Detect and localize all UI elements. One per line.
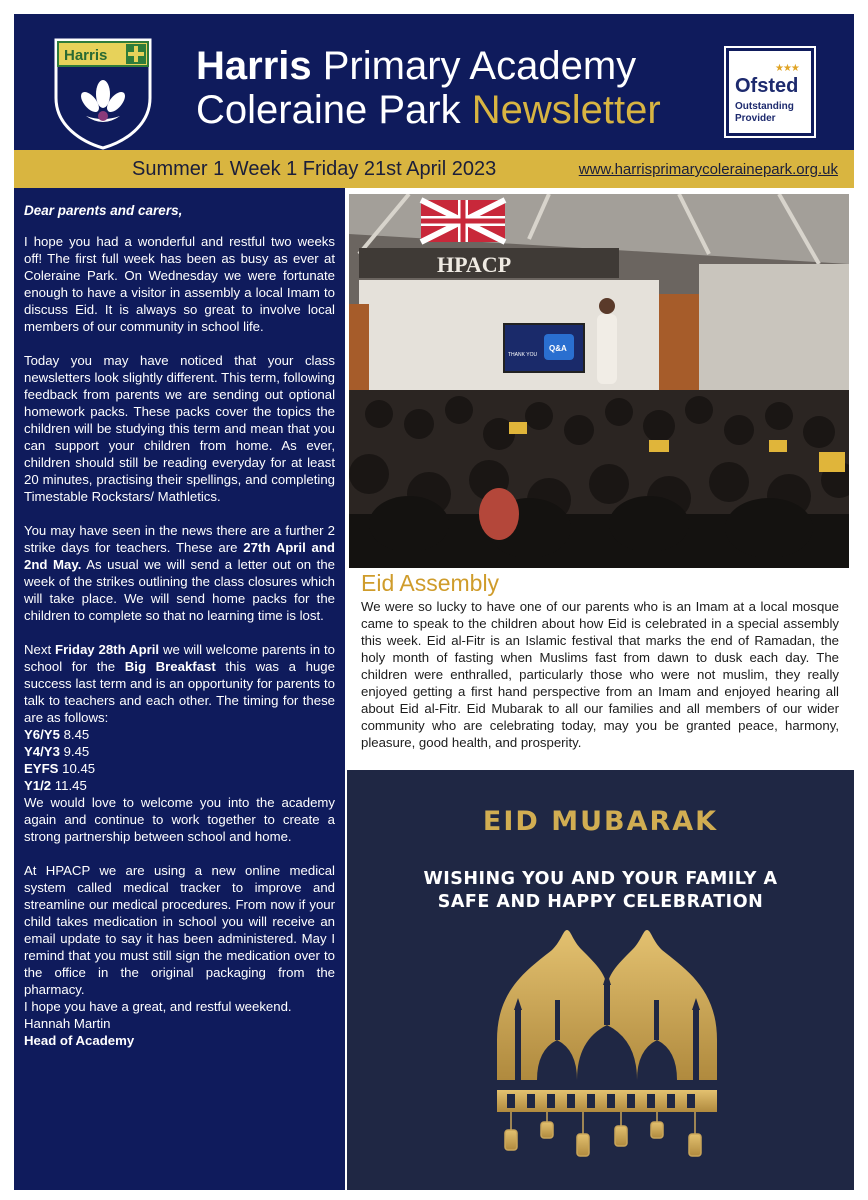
timing-row: Y4/Y3 9.45 [24, 744, 90, 759]
eid-mubarak-wishes: WISHING YOU AND YOUR FAMILY A SAFE AND HAPPY CELEBRATION [423, 869, 778, 912]
letter-paragraph-homework: Today you may have noticed that your class newsletters look slightly different. This term, following feedback from parents we are sending out optional homework packs. These packs cover the topics the children will be studying this term and mean that you can support your children from home. As ever, children should still be reading everyday for at least 20 minutes, practising their spellings, and completing Timestable Rockstars/ Mathletics. [24, 353, 335, 504]
eid-assembly-title: Eid Assembly [361, 570, 500, 596]
eid-mubarak-card [347, 770, 854, 1190]
assembly-photo [349, 194, 849, 568]
head-letter-column [14, 188, 345, 1190]
letter-closing: I hope you have a great, and restful weekend. [24, 999, 292, 1014]
newsletter-header [14, 14, 854, 150]
newsletter-page [14, 14, 854, 1190]
assembly-photo-image [349, 194, 849, 568]
title-school-name: Harris [196, 44, 312, 88]
eid-assembly-article [349, 568, 849, 770]
letter-paragraph-breakfast: Next Friday 28th April we will welcome parents in to school for the Big Breakfast this was a huge success last term and is an opportunity for parents to talk to teachers and each other. The timing for these are as follows: [24, 642, 335, 725]
eid-assembly-body: We were so lucky to have one of our parents who is an Imam at a local mosque came to speak to the children about how Eid is celebrated in a special assembly this week. Eid al-Fitr is an Islamic festival that marks the end of Ramadan, the holy month of fasting when Muslims fast from dawn to dusk each day. The children were enthralled, particularly those who were not muslim, they really enjoyed getting a first hand perspective from an Imam and enjoyed hearing all about Eid al-Fitr. Eid Mubarak to all our families and all members of our wider community who are celebrating today, may you be granted peace, harmony, pleasure, good health, and prosperity. [361, 599, 839, 750]
ofsted-rating: Outstanding Provider [735, 101, 794, 124]
ofsted-name: Ofsted [735, 75, 799, 97]
issue-date: Summer 1 Week 1 Friday 21st April 2023 [132, 158, 497, 180]
signature-role: Head of Academy [24, 1033, 135, 1048]
ofsted-badge [726, 48, 814, 136]
eid-mubarak-title: EID MUBARAK [482, 806, 719, 837]
issue-band [14, 150, 854, 188]
svg-text:Harris: Harris [64, 47, 108, 64]
letter-paragraph-partnership: We would love to welcome you into the academy again and continue to work together to create a strong partnership between school and home. [24, 795, 335, 844]
newsletter-title [196, 44, 716, 132]
title-newsletter-word: Newsletter [471, 88, 661, 132]
big-breakfast: Big Breakfast [124, 659, 216, 674]
strike-dates: 27th April and 2nd May. [24, 540, 335, 572]
screen-qa: Q&A [549, 344, 567, 353]
mosque-illustration-icon [497, 930, 717, 1180]
website-link[interactable]: www.harrisprimarycolerainepark.org.uk [578, 161, 838, 178]
harris-crest-logo [52, 36, 154, 150]
screen-caption: THANK YOU [508, 352, 538, 358]
hpacp-banner: HPACP [437, 252, 512, 277]
timing-row: EYFS 10.45 [24, 761, 96, 776]
title-location: Coleraine Park [196, 88, 472, 132]
letter-greeting: Dear parents and carers, [24, 203, 183, 218]
ofsted-stars-icon: ★★★ [775, 63, 799, 74]
title-school-type: Primary Academy [311, 44, 637, 88]
letter-paragraph-welcome: I hope you had a wonderful and restful two weeks off! The first full week has been as busy as ever at Coleraine Park. On Wednesday we were fortunate enough to have a visitor in assembly a local Imam to discuss Eid. It is always so great to involve local members of our community in school life. [24, 234, 335, 334]
timing-row: Y6/Y5 8.45 [24, 727, 90, 742]
breakfast-date: Friday 28th April [55, 642, 160, 657]
timing-row: Y1/2 11.45 [24, 778, 87, 793]
letter-paragraph-strikes: You may have seen in the news there are a further 2 strike days for teachers. These are 27th April and 2nd May. As usual we will send a letter out on the week of the strikes outlining the class closures which will take place. We will send home packs for the children to complete so that no learning time is lost. [24, 523, 335, 623]
letter-paragraph-medical: At HPACP we are using a new online medical system called medical tracker to improve and streamline our medical procedures. From now if your child takes medication in school you will receive an email update to say it has been administered. May I remind that you must still sign the medication over to the office in the original packaging from the pharmacy. [24, 863, 335, 997]
signature-name: Hannah Martin [24, 1016, 111, 1031]
